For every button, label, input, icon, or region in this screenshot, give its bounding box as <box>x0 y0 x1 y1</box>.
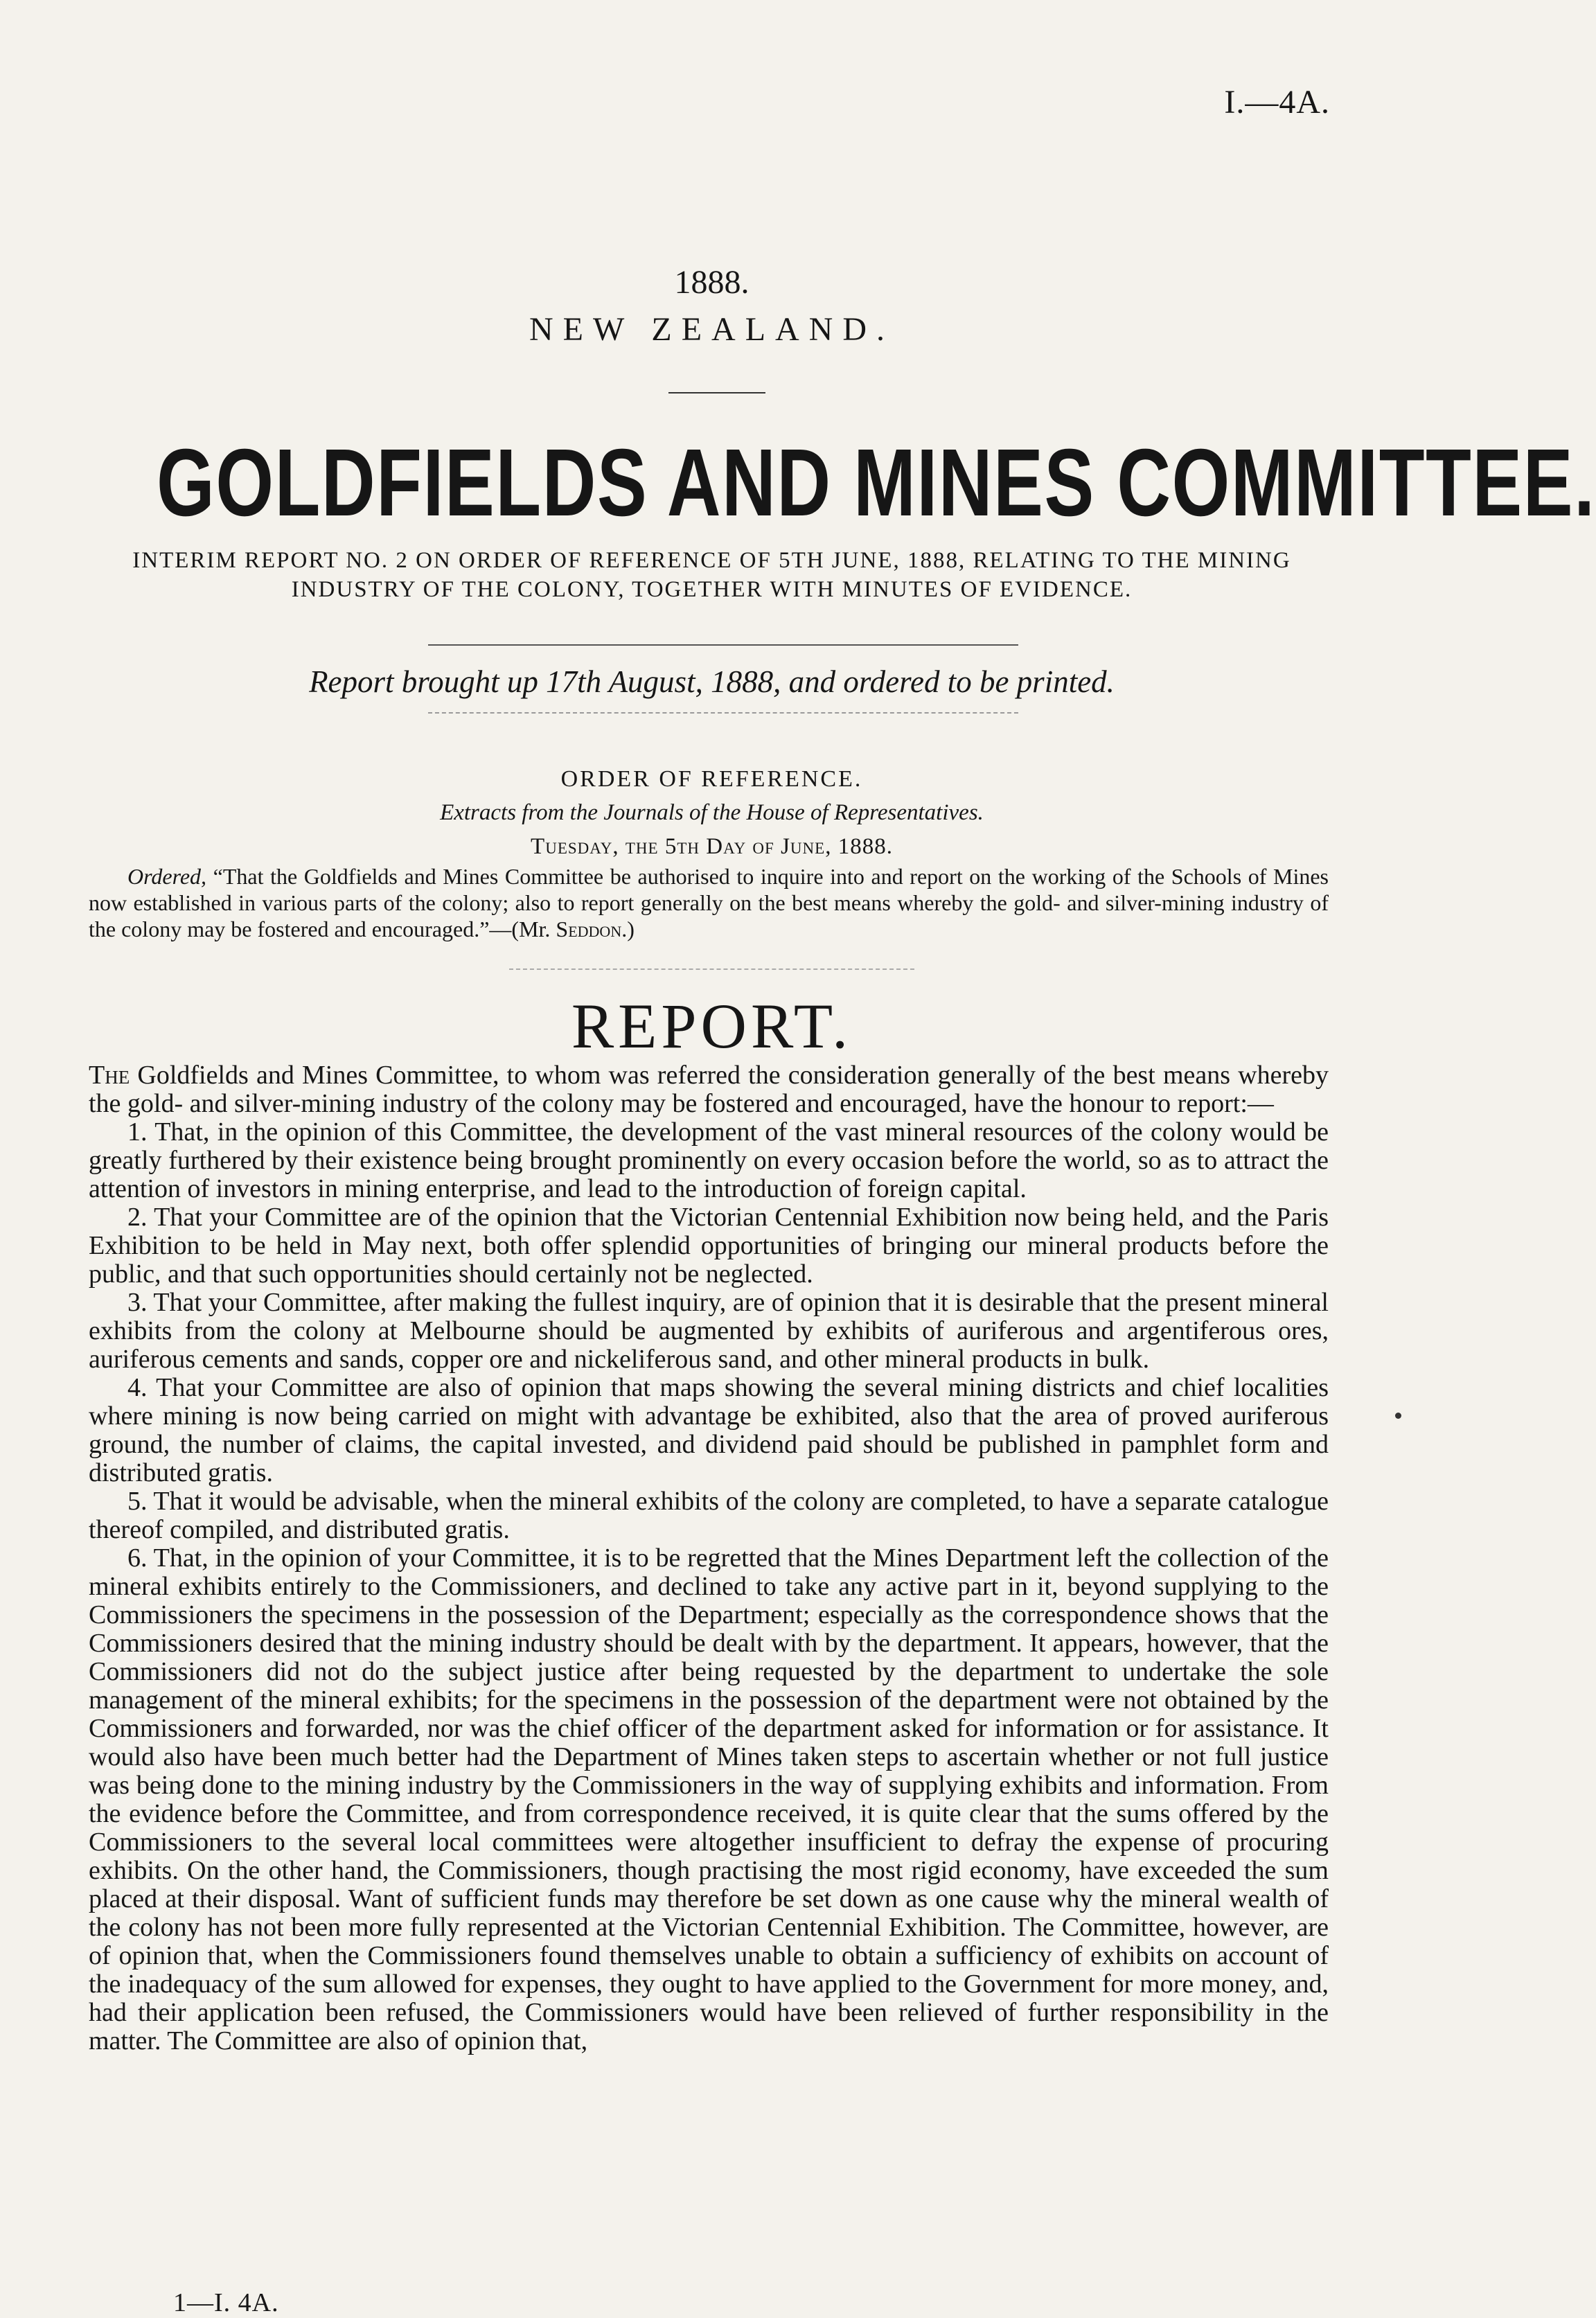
ordered-close: .) <box>621 917 635 941</box>
report-intro <box>89 1061 1329 1118</box>
country: NEW ZEALAND. <box>529 311 895 348</box>
ordered-lead: Ordered, <box>127 864 207 889</box>
divider <box>428 712 1018 714</box>
divider <box>509 968 914 970</box>
report-item: 2. That your Committee are of the opinion that the Victorian Centennial Exhibition now being held, and the Paris Exhibition to be held in May next, both offer splendid opportunities of bringing our mineral products before the public, and that such opportunities should certainly not be neglected. <box>89 1203 1329 1289</box>
ordered-text: “That the Goldfields and Mines Committee be authorised to inquire into and report on the working of the Schools of Mines now established in various parts of the colony; also to report generally on the best means whereby the gold- and silver-mining industry of the colony may be fostered and encouraged.”—(Mr. <box>89 864 1329 941</box>
report-item: 4. That your Committee are also of opinion that maps showing the several mining districts and chief localities where mining is now being carried on might with advantage be exhibited, also that the area of proved auriferous ground, the number of claims, the capital invested, and dividend paid should be published in pamphlet form and distributed gratis. <box>89 1373 1329 1487</box>
report-body <box>89 1061 1329 2055</box>
divider <box>428 644 1018 646</box>
document-reference: I.—4A. <box>1224 84 1330 121</box>
subtitle: INTERIM REPORT NO. 2 ON ORDER OF REFERENCE OF 5TH JUNE, 1888, RELATING TO THE MINING INDUSTRY OF THE COLONY, TOGETHER WITH MINUTES OF EVIDENCE. <box>132 548 1291 602</box>
report-item: 1. That, in the opinion of this Committee, the development of the vast mineral resources of the colony would be greatly furthered by their existence being brought prominently on every occasion before the world, so as to attract the attention of investors in mining enterprise, and lead to the introduction of foreign capital. <box>89 1117 1329 1203</box>
page-signature: 1—I. 4A. <box>173 2288 279 2317</box>
intro-lead: The <box>89 1061 130 1090</box>
divider <box>668 392 765 393</box>
page-title: GOLDFIELDS AND MINES COMMITTEE. <box>157 430 1596 536</box>
ordered-paragraph <box>89 863 1329 942</box>
brought-up-note: Report brought up 17th August, 1888, and ordered to be printed. <box>309 664 1115 699</box>
print-speck <box>1395 1413 1401 1419</box>
report-heading: REPORT. <box>571 991 853 1061</box>
year: 1888. <box>674 264 750 301</box>
report-item: 5. That it would be advisable, when the mineral exhibits of the colony are completed, to have a separate catalogue thereof compiled, and distributed gratis. <box>89 1487 1329 1544</box>
mover-name: Seddon <box>556 917 622 941</box>
report-item: 6. That, in the opinion of your Committee, it is to be regretted that the Mines Department left the collection of the mineral exhibits entirely to the Commissioners, and declined to take any active part in it, beyond supplying to the Commissioners the specimens in the possession of the Department; especially as the correspondence shows that the Commissioners desired that the mining industry should be dealt with by the department. It appears, however, that the Commissioners did not do the subject justice after being requested by the department to undertake the sole management of the mineral exhibits; for the specimens in the possession of the department were not obtained by the Commissioners and forwarded, nor was the chief officer of the department asked for information or for assistance. It would also have been much better had the Department of Mines taken steps to ascertain whether or not full justice was being done to the mining industry by the Commissioners in the way of supplying exhibits and information. From the evidence before the Committee, and from correspondence received, it is quite clear that the sums offered by the Commissioners to the several local committees were altogether insufficient to defray the expense of procuring exhibits. On the other hand, the Commissioners, though practising the most rigid economy, have exceeded the sum placed at their disposal. Want of sufficient funds may therefore be set down as one cause why the mineral wealth of the colony has not been more fully represented at the Victorian Centennial Exhibition. The Committee, however, are of opinion that, when the Commissioners found themselves unable to obtain a sufficiency of exhibits on account of the inadequacy of the sum allowed for expenses, they ought to have applied to the Government for more money, and, had their application been refused, the Commissioners would have been relieved of further responsibility in the matter. The Committee are also of opinion that, <box>89 1543 1329 2055</box>
extracts-line: Extracts from the Journals of the House of Representatives. <box>440 800 984 825</box>
intro-text: Goldfields and Mines Committee, to whom was referred the consideration generally of the best means whereby the gold- and silver-mining industry of the colony may be fostered and encouraged, have the honour to report:— <box>89 1061 1329 1118</box>
order-of-reference-heading: ORDER OF REFERENCE. <box>560 766 863 792</box>
date-line: Tuesday, the 5th Day of June, 1888. <box>531 834 893 859</box>
report-item: 3. That your Committee, after making the fullest inquiry, are of opinion that it is desirable that the present mineral exhibits from the colony at Melbourne should be augmented by exhibits of auriferous and argentiferous ores, auriferous cements and sands, copper ore and nickeliferous sand, and other mineral products in bulk. <box>89 1288 1329 1374</box>
